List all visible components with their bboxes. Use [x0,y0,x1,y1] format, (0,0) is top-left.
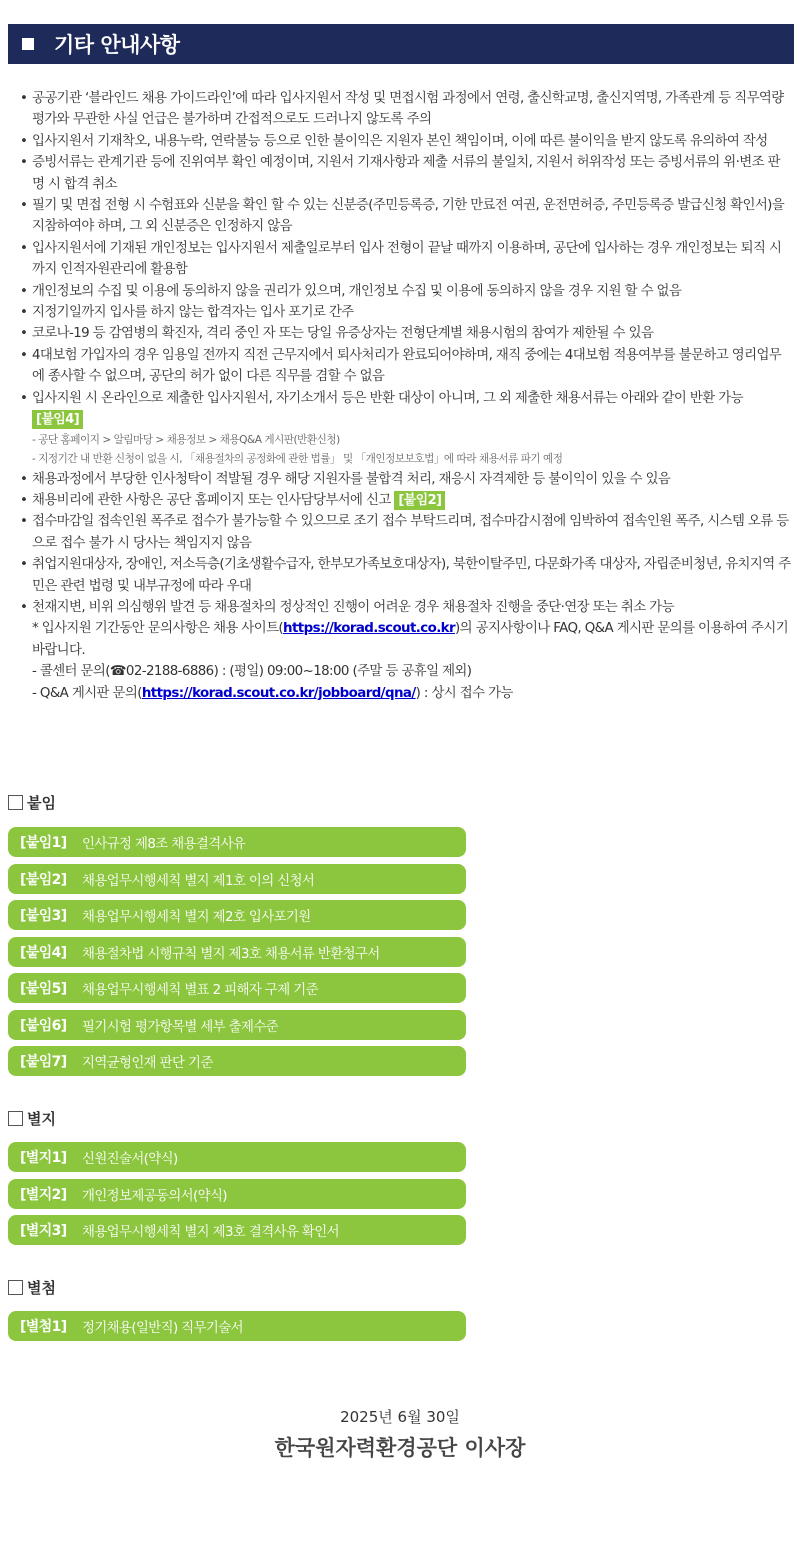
inquiry-note [20,618,792,661]
notice-item-return [20,388,792,431]
notice-item: • 코로나-19 등 감염병의 확진자, 격리 중인 자 또는 당일 유증상자는 전형단계별 채용시험의 참여가 제한될 수 있음 [20,323,792,344]
form-code: [별지2] [20,1187,67,1203]
return-sub-note: - 공단 홈페이지 > 알림마당 > 채용정보 > 채용Q&A 게시판(반환신청) [32,433,340,446]
attachment-label: 채용업무시행세칙 별지 제2호 입사포기원 [82,909,311,925]
checkbox-icon [8,1280,23,1295]
notice-item: • 개인정보의 수집 및 이용에 동의하지 않을 권리가 있으며, 개인정보 수집 및 이용에 동의하지 않을 경우 지원 할 수 없음 [20,281,792,302]
attachment-label: 채용업무시행세칙 별지 제1호 이의 신청서 [82,873,315,889]
form-item[interactable] [8,1142,466,1172]
enclosures-heading [8,1277,56,1298]
attachment-label: 채용절차법 시행규칙 별지 제3호 채용서류 반환청구서 [82,946,380,962]
attachment-label: 지역균형인재 판단 기준 [82,1055,213,1071]
attachment-item[interactable] [8,827,466,857]
return-sub-note: - 지정기간 내 반환 신청이 없을 시, 「채용절차의 공정화에 관한 법률」 및 「개인정보보호법」에 따라 채용서류 파기 예정 [32,452,563,465]
attachment-code: [붙임1] [20,835,67,851]
attachment-item[interactable] [8,900,466,930]
notice-item: • 입사지원서에 기재된 개인정보는 입사지원서 제출일로부터 입사 전형이 끝날 때까지 이용하며, 공단에 입사하는 경우 개인정보는 퇴직 시까지 인적자원관리에 활용함 [20,238,792,281]
attachment-tag-4[interactable]: [붙임4] [32,410,83,429]
section-header [8,24,794,64]
qa-prefix: - Q&A 게시판 문의( [32,685,142,701]
notice-item: • 증빙서류는 관계기관 등에 진위여부 확인 예정이며, 지원서 기재사항과 제출 서류의 불일치, 지원서 허위작성 또는 증빙서류의 위·변조 판명 시 합격 취소 [20,152,792,195]
enclosure-item[interactable] [8,1311,466,1341]
attachment-item[interactable] [8,973,466,1003]
attachment-code: [붙임6] [20,1018,67,1034]
notice-item: • 취업지원대상자, 장애인, 저소득층(기초생활수급자, 한부모가족보호대상자), 북한이탈주민, 다문화가족 대상자, 자립준비청년, 유치지역 주민은 관련 법령 및 내부규정에 따라 우대 [20,554,792,597]
form-item[interactable] [8,1215,466,1245]
attachment-code: [붙임2] [20,872,67,888]
recruit-site-link[interactable]: https://korad.scout.co.kr [283,621,455,637]
corruption-notice-text: 채용비리에 관한 사항은 공단 홈페이지 또는 인사담당부서에 신고 [32,492,391,508]
notice-item: • 접수마감일 접속인원 폭주로 접수가 불가능할 수 있으므로 조기 접수 부탁드리며, 접수마감시점에 임박하여 접속인원 폭주, 시스템 오류 등으로 접수 불가 시 당사는 책임지지 않음 [20,511,792,554]
section-title: 기타 안내사항 [54,33,180,57]
notice-item: • 채용과정에서 부당한 인사청탁이 적발될 경우 해당 지원자를 불합격 처리, 재응시 자격제한 등 불이익이 있을 수 있음 [20,469,792,490]
forms-heading [8,1108,56,1129]
qa-board-note [20,683,792,704]
forms-title: 별지 [27,1110,56,1128]
notice-item: • 지정기일까지 입사를 하지 않는 합격자는 입사 포기로 간주 [20,302,792,323]
enclosures-title: 별첨 [27,1279,56,1297]
return-notice-text: 입사지원 시 온라인으로 제출한 입사지원서, 자기소개서 등은 반환 대상이 아니며, 그 외 제출한 채용서류는 아래와 같이 반환 가능 [32,390,743,406]
form-item[interactable] [8,1179,466,1209]
attachment-code: [붙임5] [20,981,67,997]
notice-item: • 공공기관 ‘블라인드 채용 가이드라인’에 따라 입사지원서 작성 및 면접시험 과정에서 연령, 출신학교명, 출신지역명, 가족관계 등 직무역량 평가와 무관한 사실 언급은 불가하며 간접적으로도 드러나지 않도록 주의 [20,88,792,131]
attachment-label: 채용업무시행세칙 별표 2 피해자 구제 기준 [82,982,318,998]
attachment-item[interactable] [8,1046,466,1076]
attachment-label: 인사규정 제8조 채용결격사유 [82,836,246,852]
inquiry-prefix: * 입사지원 기간동안 문의사항은 채용 사이트( [32,621,284,637]
form-code: [별지3] [20,1223,67,1239]
qa-suffix: ) : 상시 접수 가능 [415,685,513,701]
enclosure-label: 정기채용(일반직) 직무기술서 [82,1320,243,1336]
attachment-code: [붙임7] [20,1054,67,1070]
checkbox-icon [8,795,23,810]
notice-item: • 입사지원서 기재착오, 내용누락, 연락불능 등으로 인한 불이익은 지원자 본인 책임이며, 이에 따른 불이익을 받지 않도록 유의하여 작성 [20,131,792,152]
attachment-item[interactable] [8,864,466,894]
attachment-label: 필기시험 평가항목별 세부 출제수준 [82,1019,278,1035]
attachments-title: 붙임 [27,794,56,812]
checkbox-icon [8,1111,23,1126]
notice-list [20,88,792,704]
form-code: [별지1] [20,1150,67,1166]
attachment-tag-2[interactable]: [붙임2] [394,491,445,510]
notice-item: • 4대보험 가입자의 경우 임용일 전까지 직전 근무지에서 퇴사처리가 완료되어야하며, 재직 중에는 4대보험 적용여부를 불문하고 영리업무에 종사할 수 없으며, 공단의 허가 없이 다른 직무를 겸할 수 없음 [20,345,792,388]
attachment-code: [붙임4] [20,945,67,961]
qa-board-link[interactable]: https://korad.scout.co.kr/jobboard/qna/ [141,685,416,701]
attachments-heading [8,792,56,813]
form-label: 채용업무시행세칙 별지 제3호 결격사유 확인서 [82,1224,339,1240]
inquiry-suffix: )의 공지사항이나 FAQ, Q&A 게시판 문의를 이용하여 주시기 바랍니다. [32,621,789,658]
enclosure-code: [별첨1] [20,1319,67,1335]
call-center-note: - 콜센터 문의(☎02-2188-6886) : (평일) 09:00~18:00 (주말 등 공휴일 제외) [32,664,472,680]
form-label: 신원진술서(약식) [82,1151,178,1167]
issuer-name: 한국원자력환경공단 이사장 [274,1436,526,1460]
attachment-item[interactable] [8,937,466,967]
square-bullet-icon [22,38,34,50]
attachment-code: [붙임3] [20,908,67,924]
issue-date: 2025년 6월 30일 [340,1408,460,1426]
attachment-item[interactable] [8,1010,466,1040]
notice-item: • 필기 및 면접 전형 시 수험표와 신분을 확인 할 수 있는 신분증(주민등록증, 기한 만료전 여권, 운전면허증, 주민등록증 발급신청 확인서)을 지참하여야 하며, 그 외 신분증은 인정하지 않음 [20,195,792,238]
form-label: 개인정보제공동의서(약식) [82,1188,227,1204]
notice-item-corruption [20,490,792,511]
notice-item: • 천재지변, 비위 의심행위 발견 등 채용절차의 정상적인 진행이 어려운 경우 채용절차 진행을 중단·연장 또는 취소 가능 [20,597,792,618]
